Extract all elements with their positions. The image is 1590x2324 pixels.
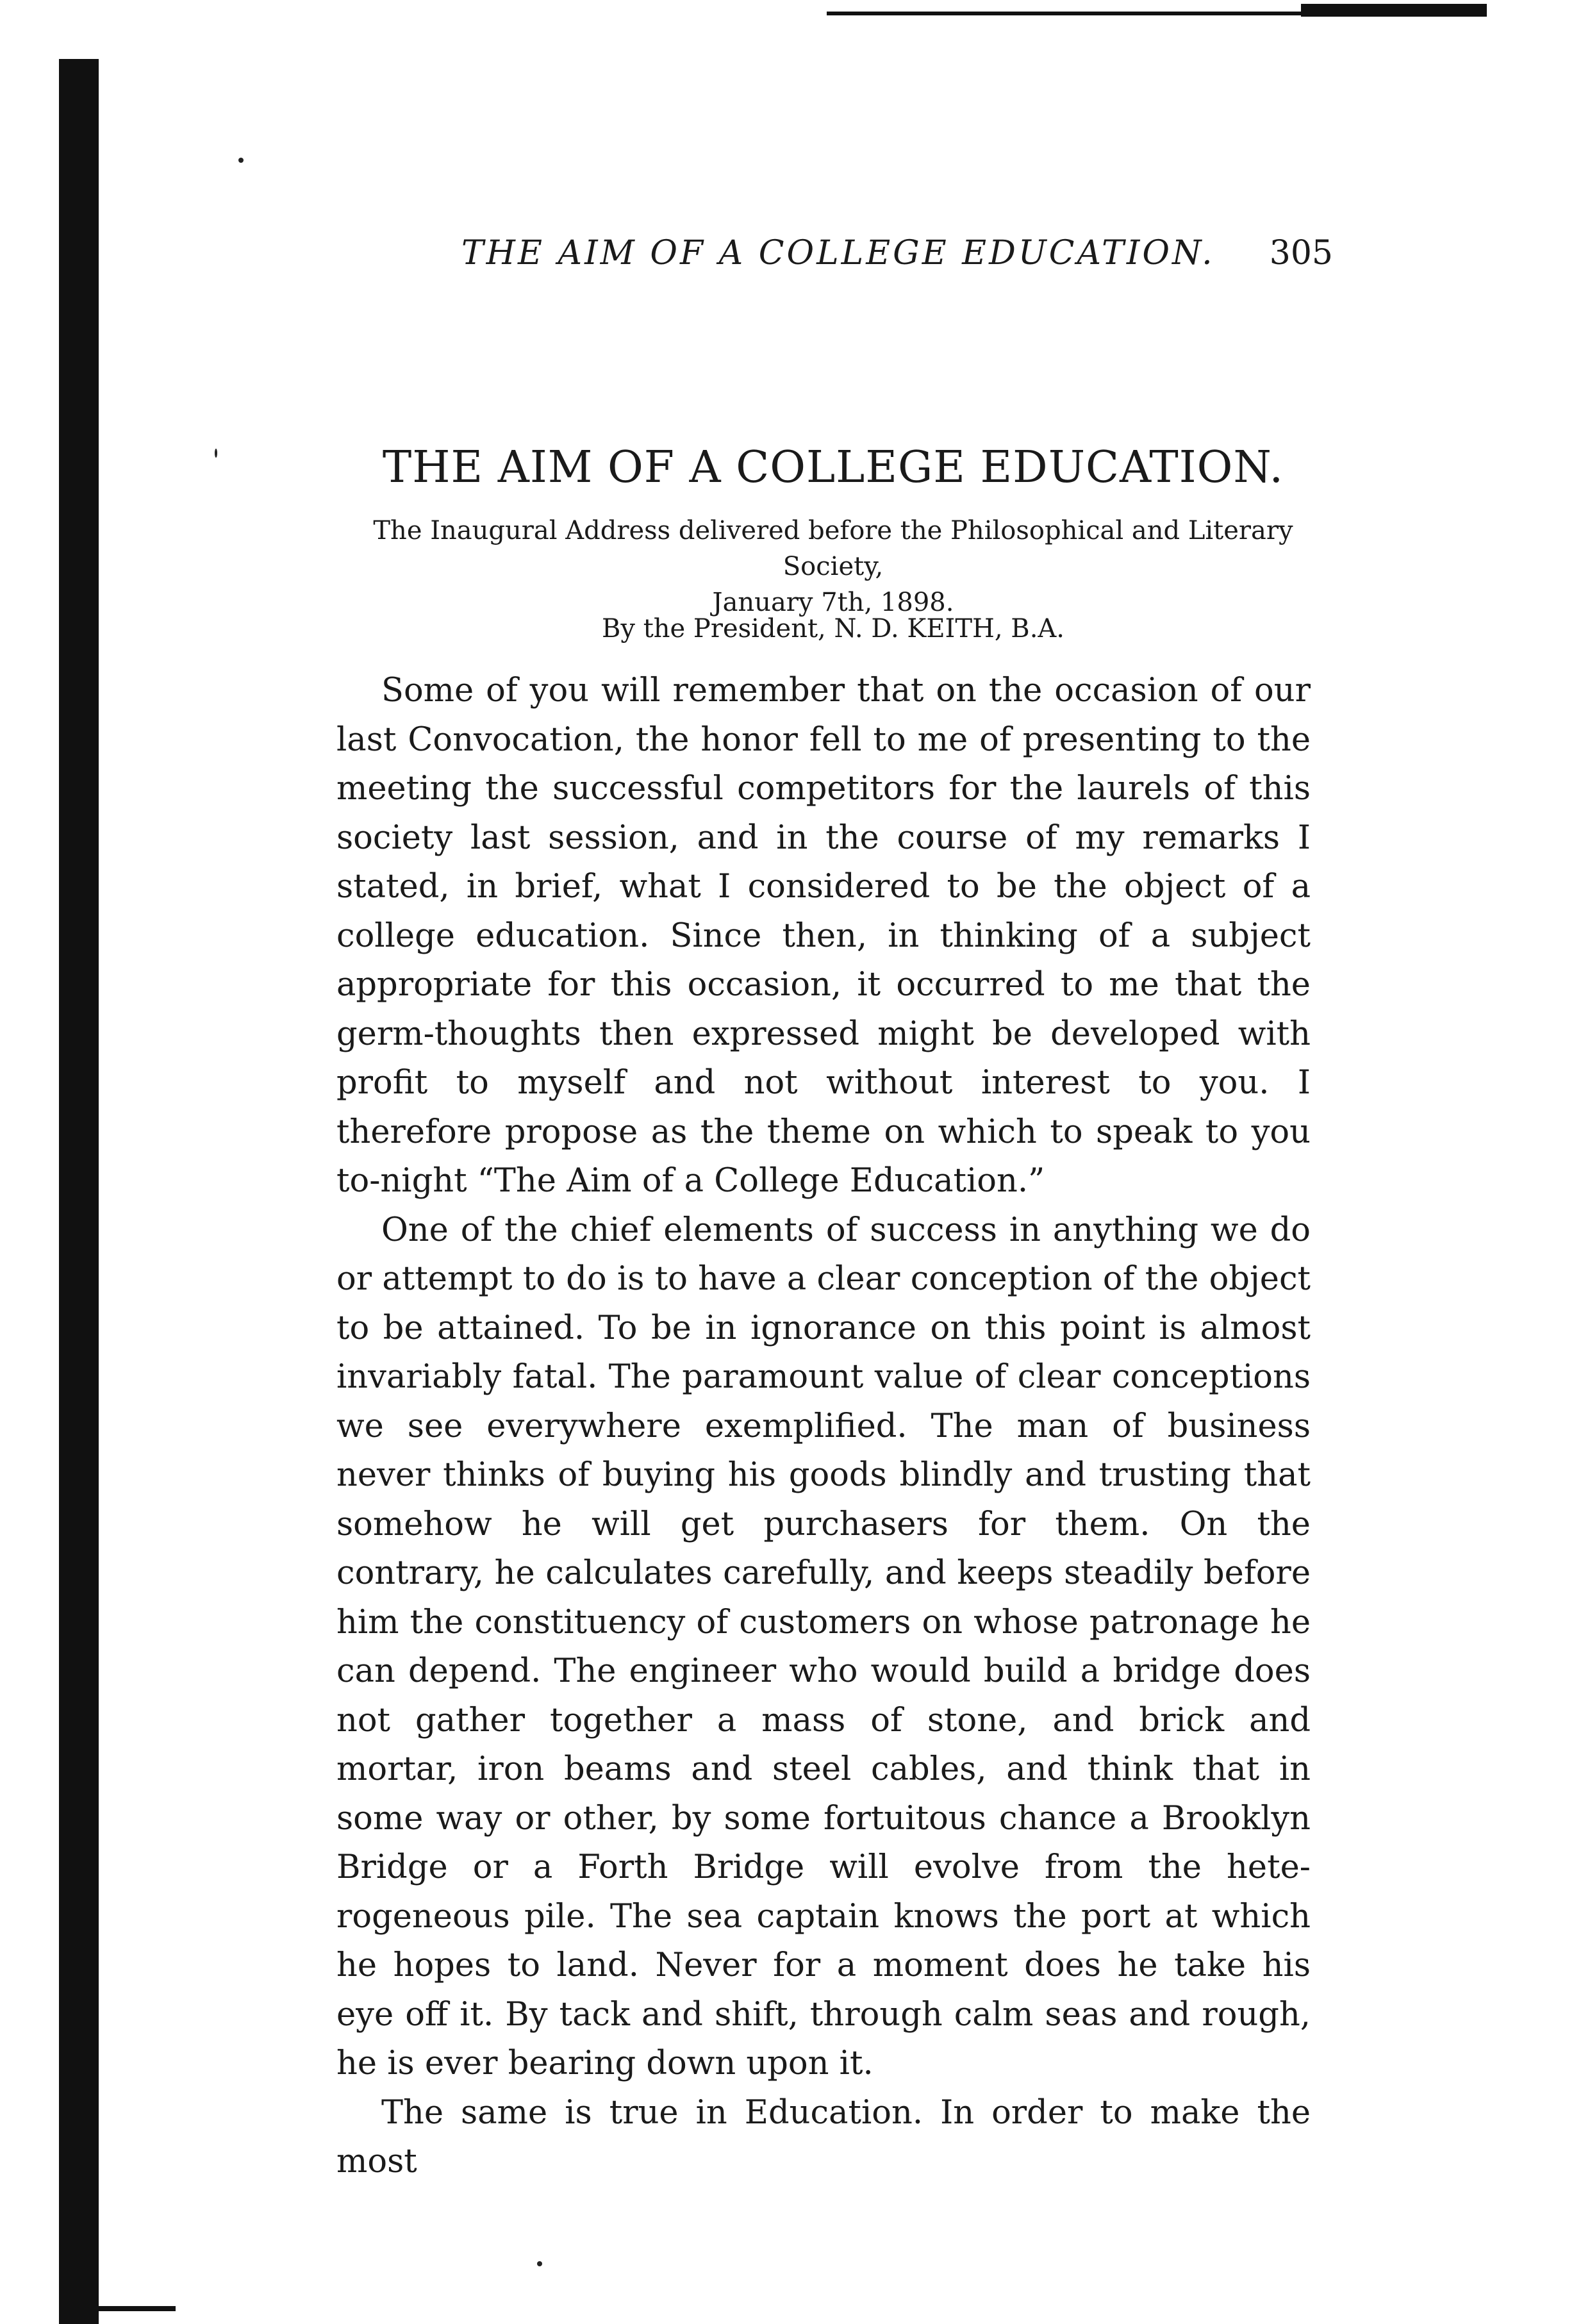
top-edge-rule-thick bbox=[1301, 4, 1487, 17]
article-body bbox=[336, 667, 1311, 2187]
subtitle-line-2: January 7th, 1898. bbox=[712, 588, 954, 617]
byline: By the President, N. D. KEITH, B.A. bbox=[601, 614, 1065, 643]
running-head-title: THE AIM OF A COLLEGE EDUCATION. bbox=[461, 234, 1215, 272]
scan-speck bbox=[537, 2261, 542, 2266]
binding-edge bbox=[59, 59, 99, 2324]
binding-edge-foot bbox=[59, 2306, 176, 2311]
article-title: THE AIM OF A COLLEGE EDUCATION. bbox=[382, 442, 1284, 493]
scan-speck bbox=[215, 449, 217, 458]
paragraph-2: One of the chief elements of success in anything we do or attempt to do is to have a clear conception of the object to be attained. To be in ignorance on this point is almost invariably fatal. The paramount value of clear conceptions we see everywhere exemplified. The man of business never thinks of buying his goods blindly and trusting that somehow he will get purchasers for them. On the contrary, he calculates carefully, and keeps steadily before him the constituency of customers on whose patronage he can depend. The engineer who would build a bridge does not gather together a mass of stone, and brick and mortar, iron beams and steel cables, and think that in some way or other, by some fortuitous chance a Brooklyn Bridge or a Forth Bridge will evolve from the heterogeneous pile. The sea captain knows the port at which he hopes to land. Never for a moment does he take his eye off it. By tack and shift, through calm seas and rough, he is ever bearing down upon it. bbox=[336, 1211, 1311, 2082]
paragraph-3: The same is true in Education. In order to make the most bbox=[336, 2093, 1311, 2180]
paragraph-1: Some of you will remember that on the occasion of our last Convocation, the honor fell to me of presenting to the meeting the successful competitors for the laurels of this society last session, and in the course of my remarks I stated, in brief, what I considered to be the object of a college education. Since then, in thinking of a subject appropriate for this occasion, it occurred to me that the germ-thoughts then expressed might be developed with profit to myself and not without interest to you. I therefore propose as the theme on which to speak to you to-night “The Aim of a College Education.” bbox=[336, 672, 1311, 1200]
page-number: 305 bbox=[1269, 234, 1333, 272]
scan-speck bbox=[238, 158, 244, 163]
article-subtitle bbox=[333, 513, 1333, 620]
running-head bbox=[333, 234, 1333, 285]
subtitle-line-1: The Inaugural Address delivered before the Philosophical and Literary Society, bbox=[373, 516, 1293, 581]
